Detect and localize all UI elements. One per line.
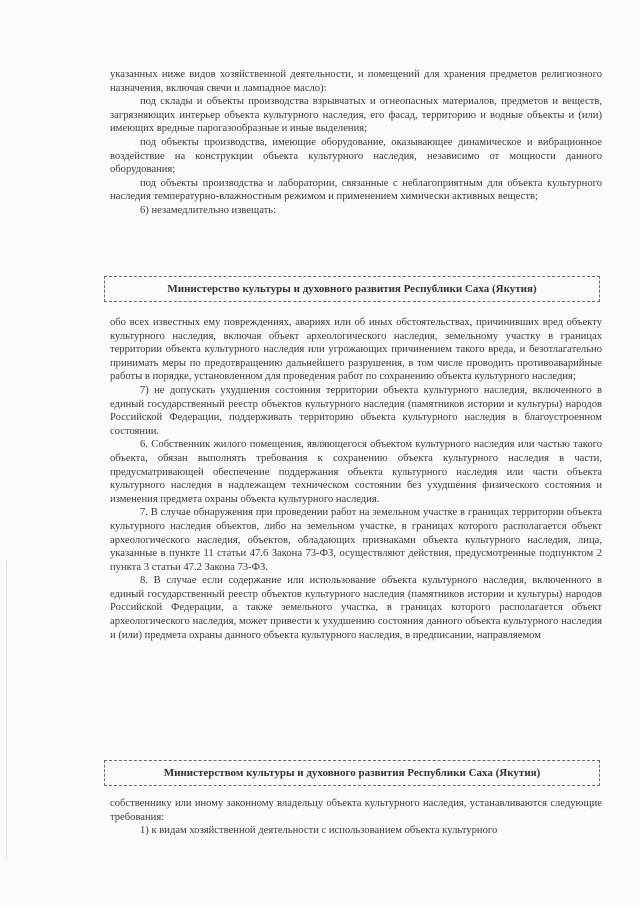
paragraph: указанных ниже видов хозяйственной деятельности, и помещений для хранения предметов религиозного назначения, включая свечи и лампадное масло): [110, 69, 602, 94]
paragraph: 7) не допускать ухудшения состояния территории объекта культурного наследия, включенного в единый государственный реестр объектов культурного наследия (памятников истории и культуры) народов Российской Федерации, поддерживать территорию объекта культурного наследия в благоустроенном состоянии. [110, 384, 602, 437]
paragraph: под объекты производства и лаборатории, связанные с неблагоприятным для объекта культурного наследия температурно-влажностным режимом и применением химически активных веществ; [110, 177, 602, 203]
paragraph: под склады и объекты производства взрывчатых и огнеопасных материалов, предметов и веществ, загрязняющих интерьер объекта культурного наследия, его фасад, территорию и водные объекты и (или) имеющих вредные парогазообразные и иные выделения; [110, 96, 602, 135]
paragraph: 6. Собственник жилого помещения, являющегося объектом культурного наследия или частью такого объекта, обязан выполнять требования к сохранению объекта культурного наследия в части, предусматривающей обеспечение поддержания объекта культурного наследия или части объекта культурного наследия в надлежащем техническом состоянии без ухудшения физического состояния и изменения предмета охраны объекта культурного наследия. [110, 439, 602, 505]
paragraph: обо всех известных ему повреждениях, авариях или об иных обстоятельствах, причинивших вред объекту культурного наследия, включая объект археологического наследия, земельному участку в границах территории объекта культурного наследия или угрожающих причинением такого вреда, и безотлагательно принимать меры по предотвращению дальнейшего разрушения, в том числе проводить противоаварийные работы в порядке, установленном для проведения работ по сохранению объекта культурного наследия; [110, 317, 602, 383]
text-block-1 [110, 68, 602, 218]
paragraph: под объекты производства, имеющие оборудование, оказывающее динамическое и вибрационное воздействие на конструкции объекта культурного наследия, независимо от мощности данного оборудования; [110, 136, 602, 176]
ministry-box-1: Министерство культуры и духовного развития Республики Саха (Якутия) [104, 276, 600, 302]
paragraph: 1) к видам хозяйственной деятельности с использованием объекта культурного [140, 825, 498, 837]
ministry-box-2: Министерством культуры и духовного развития Республики Саха (Якутия) [104, 760, 600, 786]
paragraph: собственнику или иному законному владельцу объекта культурного наследия, устанавливаются следующие требования: [110, 798, 602, 823]
text-block-3 [110, 797, 602, 838]
paragraph: 6) незамедлительно извещать: [140, 204, 277, 216]
paragraph: 7. В случае обнаружения при проведении работ на земельном участке в границах территории объекта культурного наследия объектов, либо на земельном участке, в границах которого располагается объект археологического наследия, объектов, обладающих признаками объекта культурного наследия, лица, указанные в пункте 11 статьи 47.6 Закона 73-ФЗ, осуществляют действия, предусмотренные подпунктом 2 пункта 3 статьи 47.2 Закона 73-ФЗ. [110, 507, 602, 573]
paragraph: 8. В случае если содержание или использование объекта культурного наследия, включенного в единый государственный реестр объектов культурного наследия (памятников истории и культуры) народов Российской Федерации, а также земельного участка, в границах которого располагается объект археологического наследия, может привести к ухудшению состояния данного объекта культурного наследия и (или) предмета охраны данного объекта культурного наследия, в предписании, направляемом [110, 575, 602, 641]
text-block-2 [110, 316, 602, 642]
scan-edge-marks [6, 560, 9, 860]
